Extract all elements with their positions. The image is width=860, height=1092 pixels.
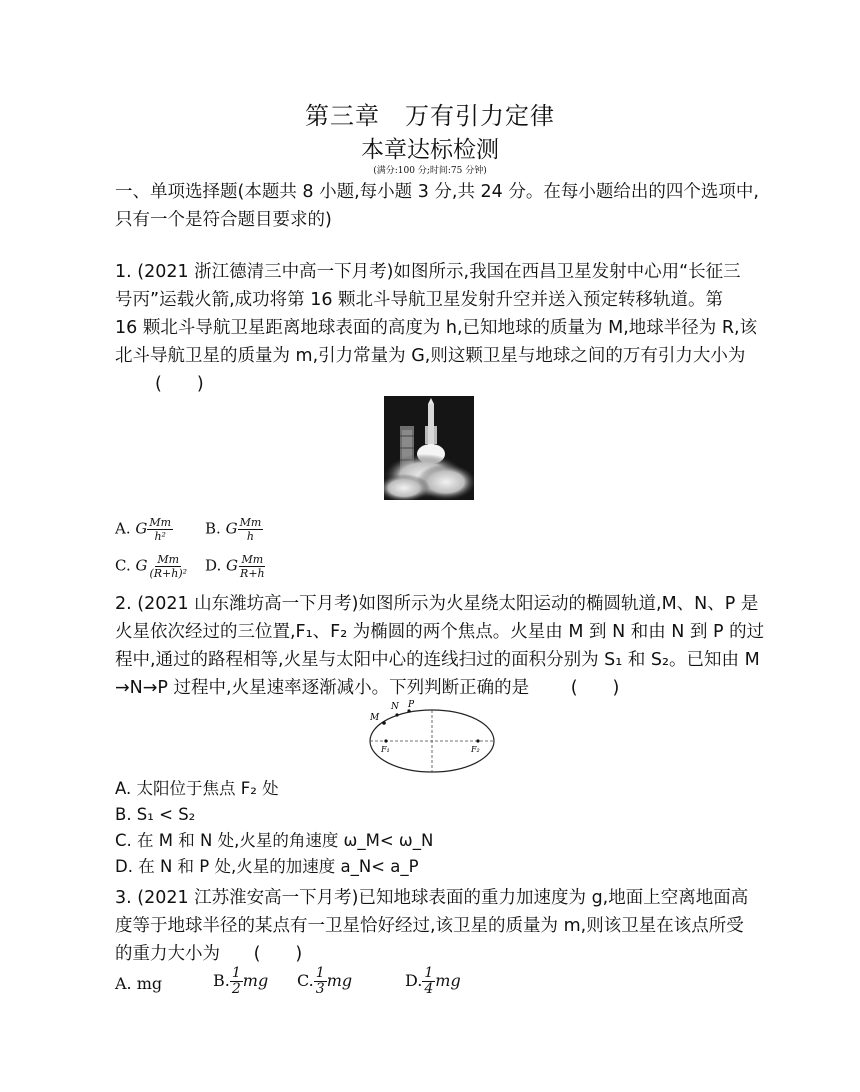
q2-option-b[interactable]: B. S₁ < S₂ xyxy=(115,805,196,824)
q3-option-d[interactable] xyxy=(405,966,461,997)
option-term: mg xyxy=(326,971,353,990)
q1-option-c[interactable] xyxy=(115,553,189,580)
option-fraction xyxy=(238,553,267,580)
question-text-line xyxy=(115,940,755,968)
focus-f2-label: F₂ xyxy=(471,745,480,754)
point-p-label: P xyxy=(408,700,415,710)
rocket-launch-image xyxy=(384,396,474,500)
point-m-label: M xyxy=(370,713,380,723)
question-text-line: 3. (2021 江苏淮安高一下月考)已知地球表面的重力加速度为 g,地面上空离地面高 xyxy=(115,888,749,908)
question-1 xyxy=(115,258,758,398)
option-label: C. xyxy=(115,556,131,575)
question-2 xyxy=(115,590,765,702)
fraction-numerator: Mm xyxy=(241,553,264,566)
fraction-denominator: (R+h)² xyxy=(149,567,188,580)
q1-option-b[interactable] xyxy=(205,516,263,543)
q2-option-d[interactable]: D. 在 N 和 P 处,火星的加速度 a_N< a_P xyxy=(115,857,419,876)
question-text-line: 2. (2021 山东潍坊高一下月考)如图所示为火星绕太阳运动的椭圆轨道,M、N、P 是 xyxy=(115,594,759,614)
chapter-title: 第三章 万有引力定律 xyxy=(305,102,555,130)
option-term: mg xyxy=(242,971,269,990)
fraction-numerator: 1 xyxy=(231,965,241,981)
option-fraction xyxy=(147,553,189,580)
point-n-label: N xyxy=(391,702,399,712)
answer-bracket: ( ) xyxy=(253,944,303,964)
section-heading-line: 一、单项选择题(本题共 8 小题,每小题 3 分,共 24 分。在每小题给出的四个选项中, xyxy=(115,182,759,202)
option-label: C. xyxy=(297,971,314,990)
fraction-numerator: Mm xyxy=(239,516,262,529)
question-text-line: 16 颗北斗导航卫星距离地球表面的高度为 h,已知地球的质量为 M,地球半径为 R,该 xyxy=(115,318,758,338)
answer-bracket: ( ) xyxy=(570,678,620,698)
option-label: B. xyxy=(205,519,221,538)
fraction-denominator: R+h xyxy=(240,567,265,580)
q3-option-c[interactable] xyxy=(297,966,352,997)
score-info: (满分:100 分;时间:75 分钟) xyxy=(373,166,487,176)
question-text-line: 号丙”运载火箭,成功将第 16 颗北斗导航卫星发射升空并送入预定转移轨道。第 xyxy=(115,290,724,310)
page-title: 本章达标检测 xyxy=(361,137,499,163)
option-label: A. xyxy=(115,519,131,538)
option-fraction xyxy=(422,966,435,997)
q2-option-a[interactable]: A. 太阳位于焦点 F₂ 处 xyxy=(115,779,279,798)
answer-bracket: ( ) xyxy=(155,374,204,394)
question-text-line: 火星依次经过的三位置,F₁、F₂ 为椭圆的两个焦点。火星由 M 到 N 和由 N 到 P 的过 xyxy=(115,622,765,642)
fraction-numerator: 1 xyxy=(424,965,434,981)
option-constant: G xyxy=(225,519,238,538)
option-label: D. xyxy=(205,556,222,575)
orbit-diagram xyxy=(364,698,500,776)
q3-option-a[interactable]: A. mg xyxy=(115,974,163,993)
q2-options xyxy=(115,776,755,880)
question-text: →N→P 过程中,火星速率逐渐减小。下列判断正确的是 xyxy=(115,678,530,698)
fraction-denominator: 3 xyxy=(315,981,325,997)
question-text: 的重力大小为 xyxy=(115,944,220,964)
question-3 xyxy=(115,884,755,968)
option-constant: G xyxy=(226,556,239,575)
option-fraction xyxy=(314,966,327,997)
option-term: mg xyxy=(435,971,461,990)
fraction-numerator: Mm xyxy=(157,553,180,566)
question-text-line: 度等于地球半径的某点有一卫星恰好经过,该卫星的质量为 m,则该卫星在该点所受 xyxy=(115,916,744,936)
option-label: D. xyxy=(405,971,423,990)
fraction-numerator: Mm xyxy=(149,516,172,529)
q3-option-b[interactable] xyxy=(213,966,268,997)
fraction-denominator: h² xyxy=(154,530,166,543)
question-text-line: 北斗导航卫星的质量为 m,引力常量为 G,则这颗卫星与地球之间的万有引力大小为 xyxy=(115,346,746,366)
fraction-denominator: 2 xyxy=(231,981,241,997)
option-fraction xyxy=(238,516,264,543)
option-constant: G xyxy=(135,556,148,575)
q1-option-a[interactable] xyxy=(115,516,173,543)
option-fraction xyxy=(147,516,173,543)
section-heading xyxy=(115,178,759,234)
section-heading-line: 只有一个是符合题目要求的) xyxy=(115,210,332,230)
fraction-denominator: h xyxy=(246,530,254,543)
focus-f1-label: F₁ xyxy=(381,745,390,754)
fraction-denominator: 4 xyxy=(424,981,434,997)
q1-option-d[interactable] xyxy=(205,553,267,580)
question-text-line: 程中,通过的路程相等,火星与太阳中心的连线扫过的面积分别为 S₁ 和 S₂。已知由 M xyxy=(115,650,760,670)
q2-option-c[interactable]: C. 在 M 和 N 处,火星的角速度 ω_M< ω_N xyxy=(115,831,434,850)
option-constant: G xyxy=(135,519,148,538)
question-text-line: 1. (2021 浙江德清三中高一下月考)如图所示,我国在西昌卫星发射中心用“长征三 xyxy=(115,262,741,282)
option-label: B. xyxy=(213,971,230,990)
fraction-numerator: 1 xyxy=(315,965,325,981)
option-fraction xyxy=(230,966,243,997)
